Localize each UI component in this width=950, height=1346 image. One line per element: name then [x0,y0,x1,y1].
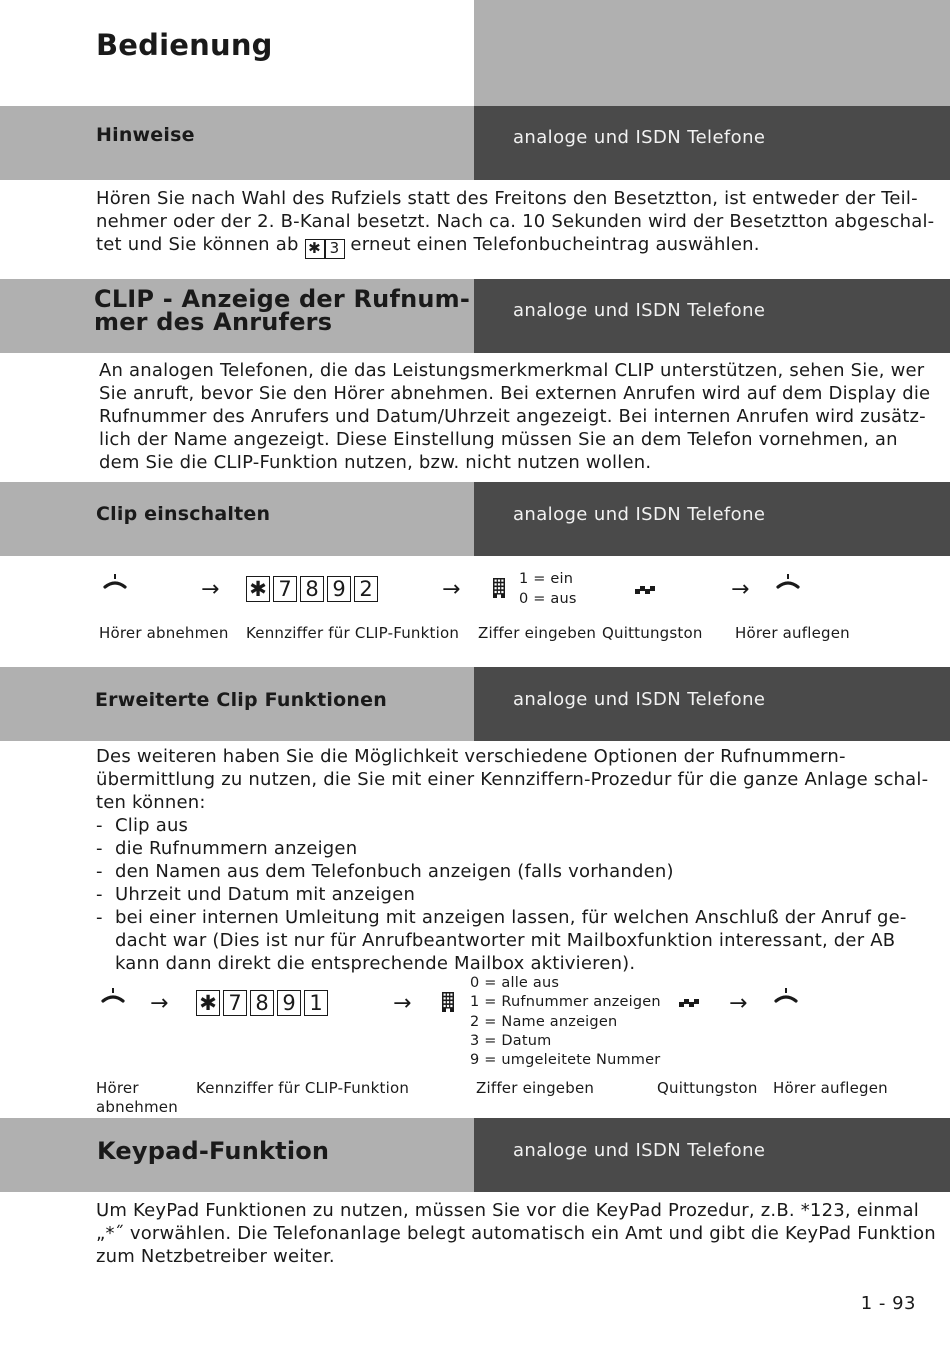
key-9: 9 [277,990,301,1016]
bullet-item: - Clip aus [96,815,189,836]
page-number: 1 - 93 [860,1293,916,1314]
key-7: 7 [223,990,247,1016]
keypad-text [96,1199,936,1268]
key-sequence [246,576,378,602]
key-7: 7 [273,576,297,602]
label-handset-lift: Hörer abnehmen [96,1079,178,1116]
clip-text [99,359,930,474]
arrow-icon: → [150,991,169,1016]
clip-line: Rufnummer des Anrufers und Datum/Uhrzeit angezeigt. Bei internen Anrufen wird zusätz- [99,406,926,427]
label-digit: Ziffer eingeben [476,1079,595,1097]
arrow-icon: → [393,991,412,1016]
option-item: 0 = alle aus [470,975,560,991]
label-confirm: Quittungston [602,624,703,642]
arrow-icon: → [729,991,748,1016]
option-item: 9 = umgeleitete Nummer [470,1052,661,1069]
clip-heading-line: CLIP - Anzeige der Rufnum- [94,285,471,313]
label-handset-hang: Hörer auflegen [773,1079,888,1097]
handset-hang-icon [773,988,799,1004]
extended-heading: Erweiterte Clip Funktionen [95,689,387,711]
clip-line: lich der Name angezeigt. Diese Einstellung müssen Sie an dem Telefon vornehmen, an [99,429,898,450]
label-handset-lift: Hörer abnehmen [99,624,229,642]
arrow-icon: → [201,577,220,602]
arrow-icon: → [731,577,750,602]
key-star: ✱ [305,239,325,259]
bullet-item: - die Rufnummern anzeigen [96,838,358,859]
handset-lift-icon [100,988,126,1004]
option-list [470,974,661,1070]
key-sequence [196,990,328,1016]
clip-heading-line: mer des Anrufers [94,308,333,336]
label-code: Kennziffer für CLIP-Funktion [196,1079,410,1097]
extended-line: übermittlung zu nutzen, die Sie mit einer Kennziffern-Prozedur für die ganze Anlage schal- [96,769,929,790]
extended-tag: analoge und ISDN Telefone [513,689,766,710]
handset-lift-icon [102,574,128,590]
key-2: 2 [354,576,378,602]
keypad-tag: analoge und ISDN Telefone [513,1140,766,1161]
extended-line: Des weiteren haben Sie die Möglichkeit verschiedene Optionen der Rufnummern- [96,746,846,767]
arrow-icon: → [442,577,461,602]
hinweise-text [96,187,934,259]
confirmation-tone-icon [635,585,655,595]
option-item: 3 = Datum [470,1032,552,1049]
clip-on-tag: analoge und ISDN Telefone [513,504,766,525]
keypad-line: zum Netzbetreiber weiter. [96,1246,335,1267]
bullet-continuation: kann dann direkt die entsprechende Mailbox aktivieren). [115,953,636,974]
hinweise-last-after: erneut einen Telefonbucheintrag auswählen. [350,234,760,255]
keypad-line: „*˝ vorwählen. Die Telefonanlage belegt automatisch ein Amt und gibt die KeyPad Funktion [96,1223,936,1244]
option-item: 1 = ein [519,571,574,587]
keypad-heading: Keypad-Funktion [97,1137,330,1165]
label-confirm: Quittungston [657,1079,758,1097]
option-item: 0 = aus [519,590,577,607]
hinweise-line: Hören Sie nach Wahl des Rufziels statt des Freitons den Besetztton, ist entweder der Teil- [96,188,918,209]
label-handset-hang: Hörer auflegen [735,624,850,642]
label-code: Kennziffer für CLIP-Funktion [246,624,460,642]
key-star: ✱ [196,990,220,1016]
hinweise-heading: Hinweise [96,124,195,146]
key-3: 3 [325,239,345,259]
bullet-item: - bei einer internen Umleitung mit anzeigen lassen, für welchen Anschluß der Anruf ge- [96,907,907,928]
hinweise-band [0,106,474,180]
hinweise-line: nehmer oder der 2. B-Kanal besetzt. Nach ca. 10 Sekunden wird der Besetztton abgeschal- [96,211,935,232]
bullet-continuation: dacht war (Dies ist nur für Anrufbeantworter mit Mailboxfunktion interessant, der AB [115,930,896,951]
option-list [519,570,577,609]
clip-line: An analogen Telefonen, die das Leistungsmerkmerkmal CLIP unterstützen, sehen Sie, wer [99,360,925,381]
key-9: 9 [327,576,351,602]
header-right-block [474,0,950,106]
clip-line: Sie anruft, bevor Sie den Hörer abnehmen. Bei externen Anrufen wird auf dem Display die [99,383,931,404]
handset-hang-icon [775,574,801,590]
option-item: 2 = Name anzeigen [470,1013,618,1030]
bullet-item: - den Namen aus dem Telefonbuch anzeigen (falls vorhanden) [96,861,674,882]
key-star: ✱ [246,576,270,602]
keypad-line: Um KeyPad Funktionen zu nutzen, müssen Sie vor die KeyPad Prozedur, z.B. *123, einmal [96,1200,919,1221]
extended-line: ten können: [96,792,206,813]
key-1: 1 [304,990,328,1016]
clip-heading [94,285,471,336]
extended-text [96,745,928,975]
hinweise-tag: analoge und ISDN Telefone [513,127,766,148]
page-title: Bedienung [96,28,273,62]
clip-tag: analoge und ISDN Telefone [513,300,766,321]
confirmation-tone-icon [679,998,699,1008]
hinweise-last-before: tet und Sie können ab [96,234,299,255]
bullet-item: - Uhrzeit und Datum mit anzeigen [96,884,416,905]
clip-on-heading: Clip einschalten [96,503,271,525]
key-8: 8 [300,576,324,602]
keypad-icon [493,578,505,598]
key-8: 8 [250,990,274,1016]
option-item: 1 = Rufnummer anzeigen [470,994,661,1011]
keypad-icon [442,992,454,1012]
hinweise-line [96,233,934,259]
clip-line: dem Sie die CLIP-Funktion nutzen, bzw. nicht nutzen wollen. [99,452,652,473]
label-digit: Ziffer eingeben [478,624,597,642]
